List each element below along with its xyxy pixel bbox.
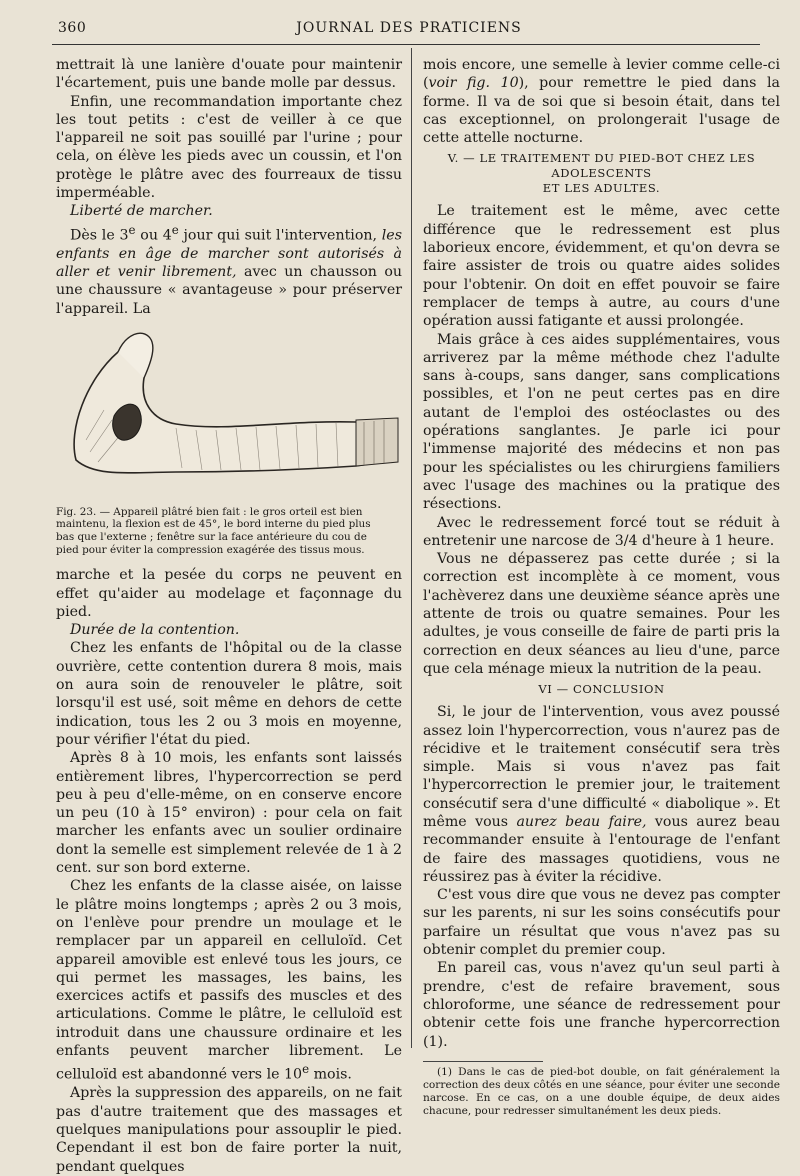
page-number: 360: [58, 20, 87, 36]
footnote: (1) Dans le cas de pied-bot double, on fait généralement la correction des deux côtés en une séance, pour éviter une seconde narcose. En ce cas, on a une double équipe, de deux aides chacune, pour redresser simultanément les deux pieds.: [423, 1065, 780, 1117]
header-rule: [52, 44, 760, 45]
column-divider: [411, 48, 412, 1048]
page-header: [58, 18, 760, 40]
journal-title: JOURNAL DES PRATICIENS: [296, 20, 522, 36]
paragraph: Mais grâce à ces aides supplémentaires, vous arriverez par la même méthode chez l'adulte sans à-coups, sans danger, sans complications possibles, et l'on ne peut certes pas en dire autant de l'emploi des ostéoclastes ou des opérations sanglantes. Je parle ici pour l'immense majorité des médecins et non pas pour les spécialistes ou les chirurgiens familiers avec l'usage des machines ou la pratique des résections.: [423, 331, 780, 513]
paragraph: Si, le jour de l'intervention, vous avez poussé assez loin l'hypercorrection, vous n'aurez pas de récidive et le traitement consécutif sera très simple. Mais si vous n'avez pas fait l'hypercorrection le premier jour, le traitement consécutif sera d'une difficulté « diabolique ». Et même vous aurez beau faire, vous aurez beau recommander ensuite à l'entourage de l'enfant de faire des massages quotidiens, vous ne réussirez pas à éviter la récidive.: [423, 704, 780, 885]
paragraph: Le traitement est le même, avec cette différence que le redressement est plus laborieux encore, évidemment, et qu'on devra se faire assister de trois ou quatre aides solides pour l'obtenir. On doit en effet pouvoir se faire remplacer de temps à autre, au cours d'une opération aussi fatigante et aussi prolongée.: [423, 203, 780, 330]
subheading-liberte: Liberté de marcher.: [70, 203, 213, 220]
paragraph: Après la suppression des appareils, on ne fait pas d'autre traitement que des massages et quelques manipulations pour assouplir le pied. Cependant il est bon de faire porter la nuit, pendant quelques: [56, 1085, 402, 1175]
paragraph: Enfin, une recommandation importante chez les tout petits : c'est de veiller à ce que l'appareil ne soit pas souillé par l'urine ; pour cela, on élève les pieds avec un coussin, et l'on protège le plâtre avec des fourreaux de tissu imperméable.: [56, 93, 402, 202]
paragraph: Chez les enfants de l'hôpital ou de la classe ouvrière, cette contention durera 8 mois, mais on aura soin de renouveler le plâtre, soit lorsqu'il est usé, soit même en dehors de cette indication, tous les 2 ou 3 mois en moyenne, pour vérifier l'état du pied.: [56, 640, 402, 748]
paragraph: Après 8 à 10 mois, les enfants sont laissés entièrement libres, l'hypercorrection se perd peu à peu d'elle-même, on en conserve encore un peu (10 à 15° environ) : pour cela on fait marcher les enfants avec un soulier ordinaire dont la semelle est simplement relevée de 1 à 2 cent. sur son bord externe.: [56, 750, 402, 877]
paragraph: marche et la pesée du corps ne peuvent en effet qu'aider au modelage et façonnage du pied.: [56, 567, 402, 620]
paragraph: Dès le 3e ou 4e jour qui suit l'intervention, les enfants en âge de marcher sont autorisés à aller et venir librement, avec un chausson ou une chaussure « avantageuse » pour préserver l'appareil. La: [56, 222, 402, 317]
paragraph: mettrait là une lanière d'ouate pour maintenir l'écartement, puis une bande molle par dessus.: [56, 57, 402, 92]
figure-caption: Fig. 23. — Appareil plâtré bien fait : le gros orteil est bien maintenu, la flexion est de 45°, le bord interne du pied plus bas que l'externe ; fenêtre sur la face antérieure du cou de pied pour éviter la compression exagérée des tissus mous.: [56, 505, 371, 556]
figure-plaster-cast: [56, 320, 402, 500]
footnote-rule: [423, 1061, 543, 1062]
paragraph: En pareil cas, vous n'avez qu'un seul parti à prendre, c'est de refaire bravement, sous chloroforme, une séance de redressement pour obtenir cette fois une franche hypercorrection (1).: [423, 960, 780, 1050]
paragraph: Vous ne dépasserez pas cette durée ; si la correction est incomplète à ce moment, vous l'achèverez dans une deuxième séance après une attente de trois ou quatre semaines. Pour les adultes, je vous conseille de faire de parti pris la correction en deux séances au lieu d'une, parce que cela ménage mieux la nutrition de la peau.: [423, 551, 780, 677]
subheading-duree: Durée de la contention.: [70, 622, 240, 639]
left-column: [56, 56, 402, 1176]
paragraph: Chez les enfants de la classe aisée, on laisse le plâtre moins longtemps ; après 2 ou 3 mois, on l'enlève pour prendre un moulage et le remplacer par un appareil en celluloïd. Cet appareil amovible est enlevé tous les jours, ce qui permet les massages, les bains, les exercices actifs et passifs des muscles et des articulations. Comme le plâtre, le celluloïd est introduit dans une chaussure ordinaire et les enfants peuvent marcher librement. Le celluloïd est abandonné vers le 10e mois.: [56, 878, 402, 1084]
paragraph: C'est vous dire que vous ne devez pas compter sur les parents, ni sur les soins consécutifs pour parfaire un résultat que vous n'avez pas su obtenir complet du premier coup.: [423, 887, 780, 959]
right-column: [423, 56, 780, 1118]
section-heading-v: V. — LE TRAITEMENT DU PIED-BOT CHEZ LES ADOLESCENTS ET LES ADULTES.: [447, 151, 756, 196]
plaster-cast-illustration: [56, 320, 402, 500]
paragraph: mois encore, une semelle à levier comme celle-ci (voir fig. 10), pour remettre le pied dans la forme. Il va de soi que si besoin était, dans tel cas exceptionnel, on prolongerait l'usage de cette attelle nocturne.: [423, 57, 780, 147]
paragraph: Avec le redressement forcé tout se réduit à entretenir une narcose de 3/4 d'heure à 1 heure.: [423, 514, 780, 549]
section-heading-vi: VI — CONCLUSION: [538, 682, 665, 697]
